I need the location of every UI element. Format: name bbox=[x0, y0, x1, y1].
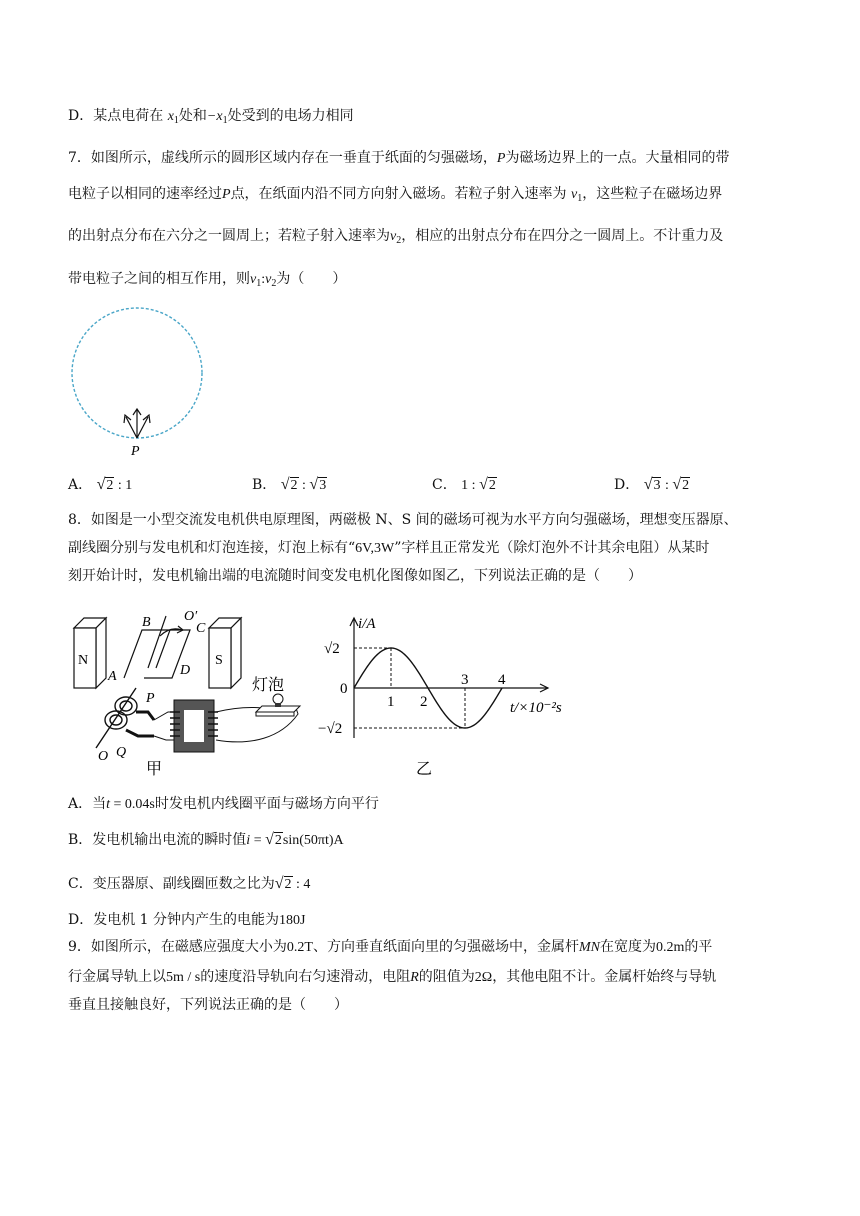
q7-option-b: B． √2 : √3 bbox=[252, 476, 327, 493]
y-min-label: −√2 bbox=[318, 721, 343, 737]
brushes-icon bbox=[126, 712, 154, 736]
q7-option-c: C． 1 : √2 bbox=[432, 476, 496, 493]
q7-figure-magnetic-circle bbox=[60, 305, 220, 460]
velocity-arrows-icon bbox=[124, 409, 150, 438]
y-max-label: √2 bbox=[324, 641, 340, 657]
svg-text:Q: Q bbox=[116, 745, 127, 760]
slip-rings-icon bbox=[96, 688, 137, 748]
figure-a-caption: 甲 bbox=[146, 759, 163, 778]
s-pole-magnet bbox=[209, 618, 241, 688]
q8-option-d: D．发电机 1 分钟内产生的电能为180J bbox=[68, 912, 306, 928]
point-p-label: P bbox=[131, 444, 140, 459]
q8-stem-line2: 副线圈分别与发电机和灯泡连接，灯泡上标有“6V,3W”字样且正常发光（除灯泡外不计其余电阻）从某时 bbox=[68, 540, 710, 556]
q6-option-d: D．某点电荷在 $x_1$处和$-x_1$处受到的电场力相同 bbox=[68, 108, 354, 126]
q7-stem-line3: 的出射点分布在六分之一圆周上；若粒子射入速率为$v_2$，相应的出射点分布在四分之一圆周上。不计重力及 bbox=[68, 228, 724, 246]
bulb-icon bbox=[256, 694, 300, 716]
svg-text:P: P bbox=[146, 691, 155, 706]
q8-option-c: C．变压器原、副线圈匝数之比为√2 : 4 bbox=[68, 875, 311, 892]
q9-stem-line1: 9．如图所示，在磁感应强度大小为0.2T、方向垂直纸面向里的匀强磁场中，金属杆MN在宽度为0.2m的平 bbox=[68, 939, 713, 955]
svg-text:O: O bbox=[98, 749, 109, 764]
svg-text:D: D bbox=[180, 663, 191, 678]
svg-text:A: A bbox=[108, 669, 117, 684]
n-pole-magnet bbox=[74, 618, 106, 688]
tick-label-2: 2 bbox=[420, 694, 428, 710]
origin-label: 0 bbox=[340, 681, 348, 697]
q8-figure-current-graph bbox=[316, 608, 586, 780]
svg-text:B: B bbox=[142, 615, 151, 630]
q9-stem-line3: 垂直且接触良好，下列说法正确的是（ ） bbox=[68, 997, 348, 1013]
q7-stem-line1: 7．如图所示，虚线所示的圆形区域内存在一垂直于纸面的匀强磁场，P为磁场边界上的一点。大量相同的带 bbox=[68, 150, 730, 166]
y-axis-label: i/A bbox=[358, 616, 376, 632]
q7-option-d: D． √3 : √2 bbox=[614, 476, 690, 493]
q9-stem-line2: 行金属导轨上以5m / s的速度沿导轨向右匀速滑动，电阻R的阻值为2Ω，其他电阻不计。金属杆始终与导轨 bbox=[68, 969, 717, 985]
figure-b-caption: 乙 bbox=[416, 759, 433, 778]
bulb-label: 灯泡 bbox=[252, 675, 285, 694]
svg-text:O′: O′ bbox=[184, 609, 198, 624]
q8-option-a: A．当t = 0.04s时发电机内线圈平面与磁场方向平行 bbox=[68, 796, 379, 812]
q7-stem-line2: 电粒子以相同的速率经过P点，在纸面内沿不同方向射入磁场。若粒子射入速率为 $v_1$，这些粒子在磁场边界 bbox=[68, 186, 723, 204]
tick-label-4: 4 bbox=[498, 672, 506, 688]
q7-stem-line4: 带电粒子之间的相互作用，则$v_1:v_2$为（ ） bbox=[68, 271, 347, 289]
q8-stem-line1: 8．如图是一小型交流发电机供电原理图，两磁极 N、S 间的磁场可视为水平方向匀强磁场，理想变压器原、 bbox=[68, 512, 738, 528]
tick-label-3: 3 bbox=[461, 672, 469, 688]
svg-text:C: C bbox=[196, 621, 206, 636]
x-axis-label: t/×10⁻²s bbox=[510, 700, 562, 716]
q8-figure-generator bbox=[66, 608, 311, 780]
q8-option-b: B．发电机输出电流的瞬时值i = √2sin(50πt)A bbox=[68, 831, 344, 848]
q7-option-a: A． √2 : 1 bbox=[68, 476, 133, 493]
transformer-icon bbox=[170, 700, 218, 752]
q8-stem-line3: 刻开始计时，发电机输出端的电流随时间变发电机化图像如图乙，下列说法正确的是（ ） bbox=[68, 568, 642, 584]
tick-label-1: 1 bbox=[387, 694, 395, 710]
svg-text:N: N bbox=[78, 653, 89, 668]
svg-text:S: S bbox=[215, 653, 223, 668]
